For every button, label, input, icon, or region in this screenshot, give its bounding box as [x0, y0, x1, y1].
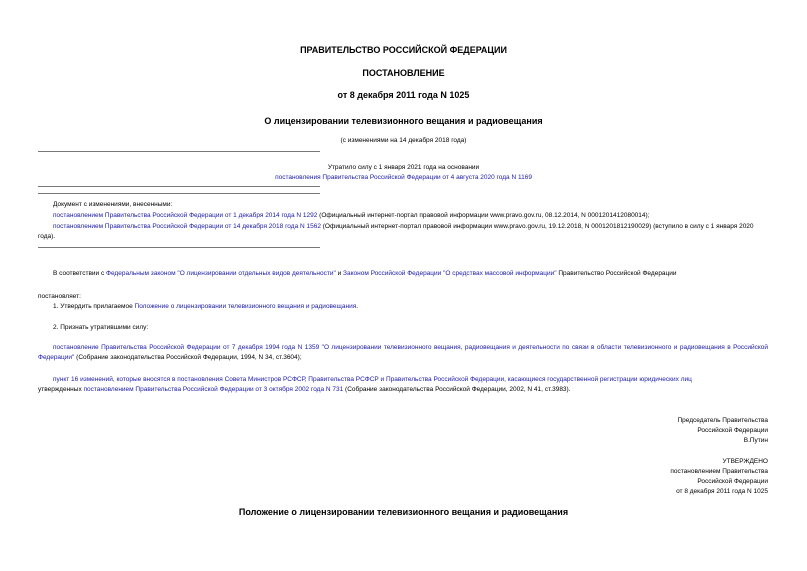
signature-position: Председатель Правительства — [677, 417, 768, 424]
preamble — [53, 269, 768, 279]
expired-link-row — [0, 173, 807, 183]
amendments-intro: Документ с изменениями, внесенными: — [53, 201, 173, 208]
repeal-1-text: (Собрание законодательства Российской Федерации, 1994, N 34, ст.3604); — [74, 354, 302, 361]
annex-title: Положение о лицензировании телевизионного вещания и радиовещания — [238, 507, 569, 517]
expired-note: Утратило силу с 1 января 2021 года на основании — [327, 164, 480, 171]
amendment-1-text: (Официальный интернет-портал правовой информации www.pravo.gov.ru, 08.12.2014, N 0001201412080014); — [317, 212, 650, 219]
approved-line-2: постановлением Правительства — [670, 468, 768, 475]
signature-name: В.Путин — [743, 437, 768, 444]
approved-heading: УТВЕРЖДЕНО — [722, 458, 768, 465]
doc-title: О лицензировании телевизионного вещания и радиовещания — [264, 116, 543, 126]
amendment-1-link[interactable]: постановлением Правительства Российской Федерации от 1 декабря 2014 года N 1292 — [53, 212, 318, 219]
amendment-item-1 — [53, 211, 768, 221]
item-1 — [53, 302, 768, 312]
doc-date-number: от 8 декабря 2011 года N 1025 — [337, 90, 470, 100]
amendment-item-2 — [38, 222, 768, 242]
item-2: 2. Признать утратившими силу: — [53, 324, 149, 331]
signature-country: Российской Федерации — [697, 427, 768, 434]
repeal-item-1 — [38, 343, 768, 363]
expired-basis-link[interactable]: постановления Правительства Российской Федерации от 4 августа 2020 года N 1169 — [275, 174, 532, 181]
repeal-2-text-1: утвержденных — [38, 386, 84, 393]
regulation-link[interactable]: Положение о лицензировании телевизионного вещания и радиовещания — [134, 303, 357, 310]
divider — [38, 151, 320, 152]
item-1-end: . — [356, 303, 359, 310]
amendment-2-link[interactable]: постановлением Правительства Российской Федерации от 14 декабря 2018 года N 1562 — [53, 223, 321, 230]
repeal-2-link-1[interactable]: пункт 16 изменений, которые вносятся в постановления Совета Министров РСФСР, Правительства РСФСР и Правительства Российской Федерации, касающиеся государственной регистрации юридических лиц — [53, 376, 692, 383]
changes-note: (с изменениями на 14 декабря 2018 года) — [340, 137, 467, 144]
mass-media-law-link[interactable]: Законом Российской Федерации "О средствах массовой информации" — [343, 270, 557, 277]
repeal-2-link-2[interactable]: постановлением Правительства Российской Федерации от 3 октября 2002 года N 731 — [83, 386, 344, 393]
repeal-item-2-line1 — [53, 375, 807, 385]
divider — [38, 247, 320, 248]
preamble-text-1: В соответствии с — [53, 270, 107, 277]
repeal-1-link[interactable]: постановление Правительства Российской Федерации от 7 декабря 1994 года N 1359 "О лицензировании телевизионного вещания, радиовещания и деятельности по связи в области телевизионного и радиовещания в Российской Федерации" — [38, 344, 768, 361]
approved-line-4: от 8 декабря 2011 года N 1025 — [676, 488, 768, 495]
item-1-text: 1. Утвердить прилагаемое — [53, 303, 135, 310]
repeal-2-text-2: (Собрание законодательства Российской Федерации, 2002, N 41, ст.3983). — [343, 386, 571, 393]
divider — [38, 186, 320, 187]
amendment-2-text: (Официальный интернет-портал правовой информации www.pravo.gov.ru, 19.12.2018, N 0001201812190029) (вступило в силу с 1 января 2020 года). — [38, 223, 754, 240]
preamble-text-3: Правительство Российской Федерации — [556, 270, 677, 277]
federal-law-link[interactable]: Федеральным законом "О лицензировании отдельных видов деятельности" — [106, 270, 336, 277]
resolves: постановляет: — [38, 293, 81, 300]
government-title: ПРАВИТЕЛЬСТВО РОССИЙСКОЙ ФЕДЕРАЦИИ — [300, 45, 507, 55]
doc-type: ПОСТАНОВЛЕНИЕ — [362, 68, 445, 78]
divider — [38, 193, 320, 194]
approved-line-3: Российской Федерации — [697, 478, 768, 485]
repeal-item-2-line2 — [38, 385, 768, 395]
preamble-text-2: и — [335, 270, 344, 277]
